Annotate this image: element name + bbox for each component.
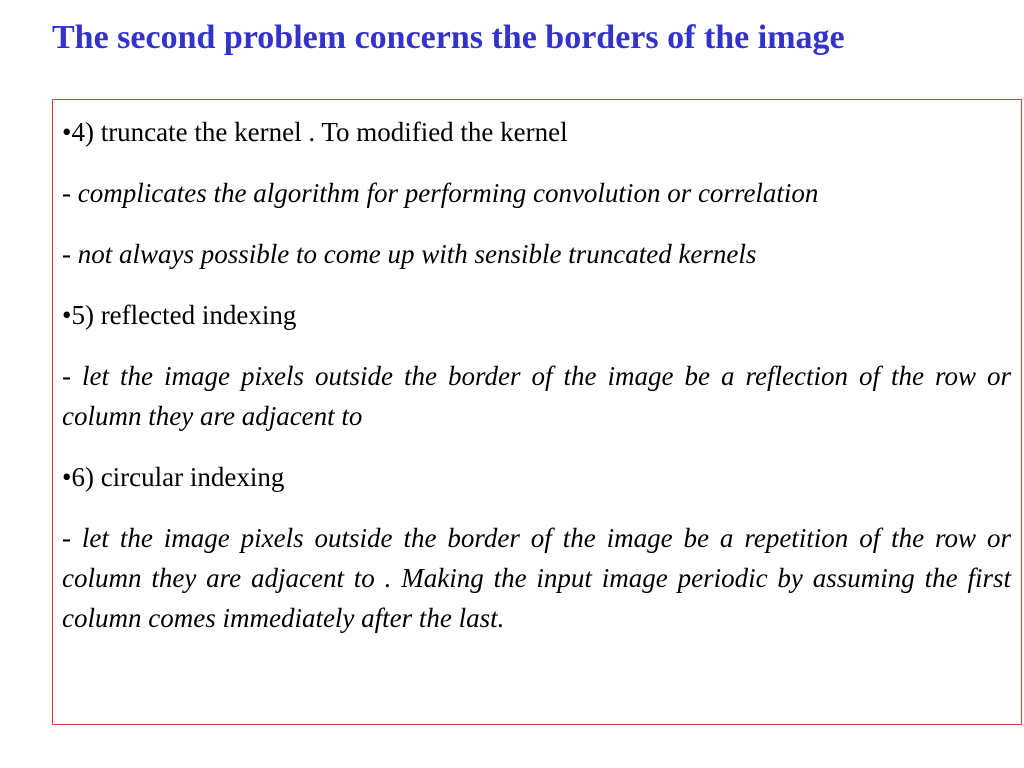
- bullet-text: •6) circular indexing: [62, 462, 285, 492]
- sub-point-repetition: [62, 518, 1011, 638]
- dash-prefix: -: [62, 239, 78, 269]
- content-box: [52, 99, 1022, 725]
- sub-point-text: let the image pixels outside the border of the image be a reflection of the row or column they are adjacent to: [62, 361, 1011, 431]
- sub-point-text: let the image pixels outside the border of the image be a repetition of the row or column they are adjacent to . Making the input image periodic by assuming the first column comes immediately after the last.: [62, 523, 1011, 633]
- dash-prefix: -: [62, 523, 82, 553]
- bullet-truncate-kernel: [62, 112, 1011, 152]
- bullet-text: •4) truncate the kernel . To modified the kernel: [62, 117, 568, 147]
- sub-point-complicates: [62, 173, 1011, 213]
- slide-title: The second problem concerns the borders of the image: [52, 19, 845, 56]
- sub-point-not-always-possible: [62, 234, 1011, 274]
- dash-prefix: -: [62, 361, 83, 391]
- bullet-circular-indexing: [62, 457, 1011, 497]
- sub-point-text: not always possible to come up with sensible truncated kernels: [77, 239, 757, 269]
- sub-point-text: complicates the algorithm for performing convolution or correlation: [77, 178, 819, 208]
- sub-point-reflection: [62, 356, 1011, 436]
- bullet-reflected-indexing: [62, 295, 1011, 335]
- bullet-text: •5) reflected indexing: [62, 300, 297, 330]
- dash-prefix: -: [62, 178, 78, 208]
